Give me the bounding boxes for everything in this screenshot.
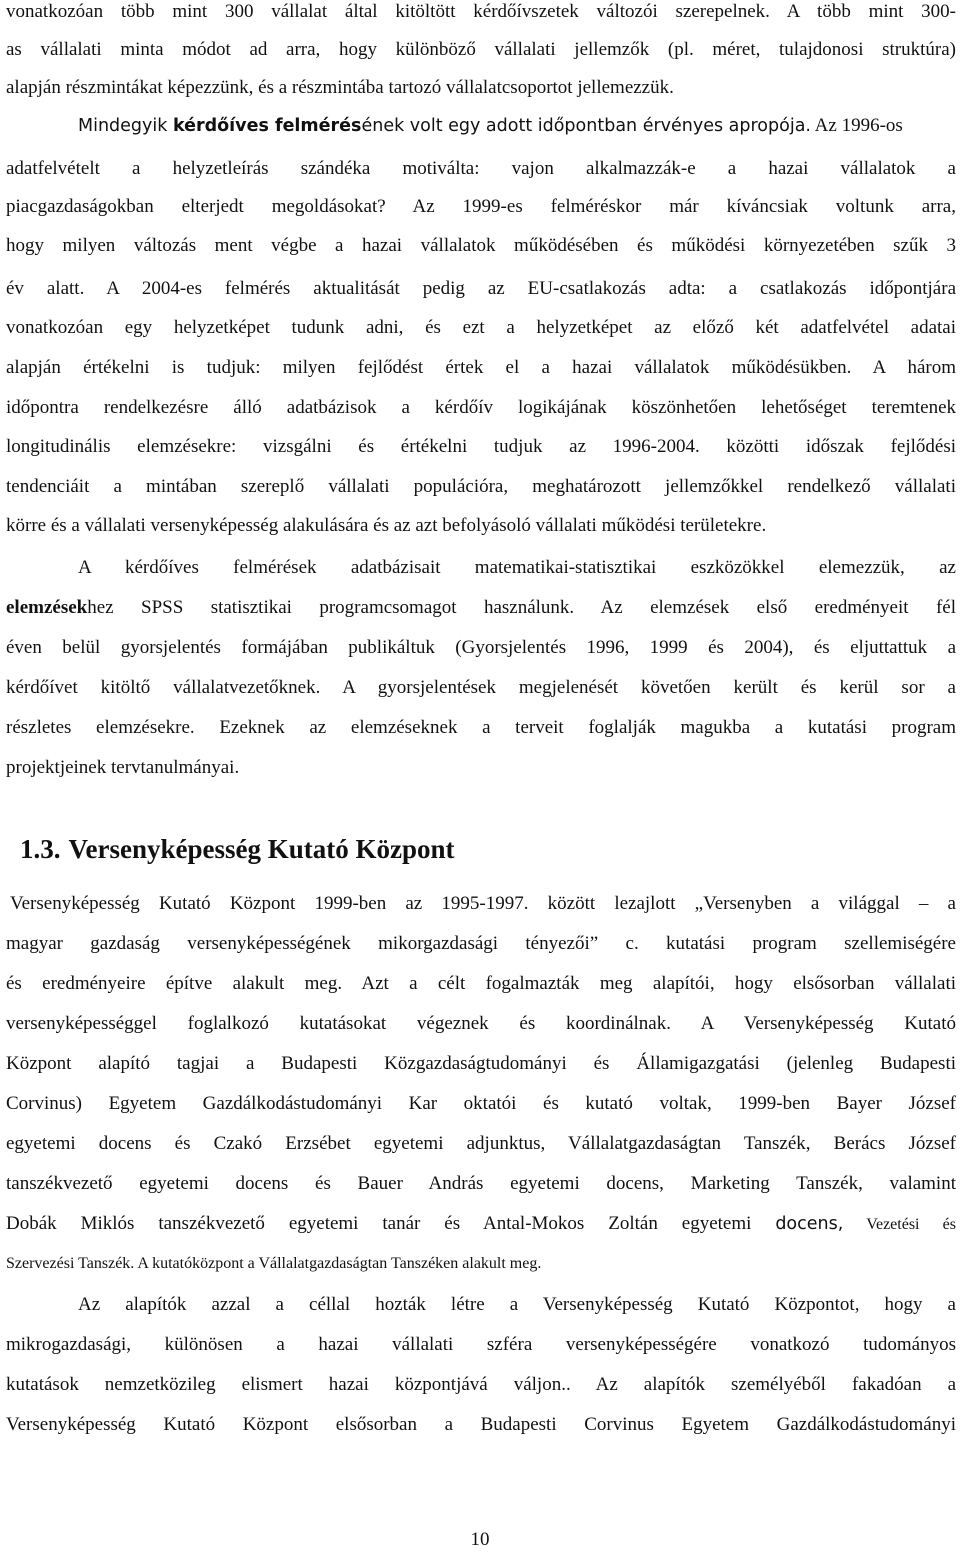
paragraph-line: kérdőívet kitöltő vállalatvezetőknek. A gyorsjelentések megjelenését követően került és kerül sor a [6,677,956,698]
text-run: Mindegyik [78,116,173,136]
paragraph-line: időpontra rendelkezésre álló adatbázisok a kérdőív logikájának köszönhetően lehetőséget teremtenek [6,397,956,418]
section-title: Versenyképesség Kutató Központ [68,834,455,864]
paragraph-line: mikrogazdasági, különösen a hazai vállalati szféra versenyképességére vonatkozó tudományos [6,1334,956,1355]
paragraph-line: vonatkozóan több mint 300 vállalat által kitöltött kérdőívszetek változói szerepelnek. A több mint 300- [6,1,956,22]
paragraph-line: A kérdőíves felmérések adatbázisait matematikai-statisztikai eszközökkel elemezzük, az [78,557,956,578]
paragraph-line: versenyképességgel foglalkozó kutatásokat végeznek és koordinálnak. A Versenyképesség Kutató [6,1013,956,1034]
paragraph-line: kutatások nemzetközileg elismert hazai központjává váljon.. Az alapítók személyéből fakadóan a [6,1374,956,1395]
paragraph-line: egyetemi docens és Czakó Erzsébet egyetemi adjunktus, Vállalatgazdaságtan Tanszék, Berács József [6,1133,956,1154]
paragraph-line [6,1212,956,1237]
paragraph-line: Versenyképesség Kutató Központ elsősorban a Budapesti Corvinus Egyetem Gazdálkodástudományi [6,1414,956,1435]
paragraph-line: adatfelvételt a helyzetleírás szándéka motiválta: vajon alkalmazzák-e a hazai vállalatok a [6,158,956,179]
section-number: 1.3. [20,834,61,864]
paragraph-line: magyar gazdaság versenyképességének mikorgazdasági tényezői” c. kutatási program szellemiségére [6,933,956,954]
paragraph-line: longitudinális elemzésekre: vizsgálni és értékelni tudjuk az 1996-2004. közötti időszak fejlődési [6,436,956,457]
paragraph-line: alapján részmintákat képezzünk, és a részmintába tartozó vállalatcsoportot jellemezzük. [6,77,674,98]
text-run: Az 1996-os [810,115,903,136]
paragraph-line: tendenciáit a mintában szereplő vállalati populációra, meghatározott jellemzőkkel rendelkező vállalati [6,476,956,497]
paragraph-line [6,596,956,620]
paragraph-line: piacgazdaságokban elterjedt megoldásokat? Az 1999-es felméréskor már kíváncsiak voltunk arra, [6,196,956,217]
paragraph-line: Corvinus) Egyetem Gazdálkodástudományi Kar oktatói és kutató voltak, 1999-ben Bayer József [6,1093,956,1114]
paragraph-line: Versenyképesség Kutató Központ 1999-ben az 1995-1997. között lezajlott „Versenyben a világgal – a [10,893,956,914]
paragraph-line: év alatt. A 2004-es felmérés aktualitását pedig az EU-csatlakozás adta: a csatlakozás időpontjára [6,278,956,299]
paragraph-line: éven belül gyorsjelentés formájában publikáltuk (Gyorsjelentés 1996, 1999 és 2004), és eljuttattuk a [6,637,956,658]
section-heading [20,832,455,866]
paragraph-line [78,114,956,138]
paragraph-line: hogy milyen változás ment végbe a hazai vállalatok működésében és működési környezetében szűk 3 [6,235,956,256]
page-number: 10 [470,1529,490,1550]
paragraph-line: as vállalati minta módot ad arra, hogy különböző vállalati jellemzők (pl. méret, tulajdonosi struktúra) [6,39,956,60]
paragraph-line: Szervezési Tanszék. A kutatóközpont a Vállalatgazdaságtan Tanszéken alakult meg. [6,1255,542,1272]
paragraph-line: Központ alapító tagjai a Budapesti Közgazdaságtudományi és Államigazgatási (jelenleg Budapesti [6,1053,956,1074]
text-run: Vezetési és [843,1216,957,1233]
text-run: Dobák Miklós tanszékvezető egyetemi tanár és Antal-Mokos Zoltán egyetemi [6,1213,776,1234]
paragraph-line: alapján értékelni is tudjuk: milyen fejlődést értek el a hazai vállalatok működésükben. A három [6,357,956,378]
paragraph-line: projektjeinek tervtanulmányai. [6,757,240,778]
paragraph-line: részletes elemzésekre. Ezeknek az elemzéseknek a terveit foglalják magukba a kutatási program [6,717,956,738]
bold-term: kérdőíves felmérés [172,116,362,136]
paragraph-line: tanszékvezető egyetemi docens és Bauer András egyetemi docens, Marketing Tanszék, valamint [6,1173,956,1194]
text-run: hez SPSS statisztikai programcsomagot használunk. Az elemzések első eredményeit fél [87,597,956,618]
bold-term: elemzések [6,597,88,618]
paragraph-line: Az alapítók azzal a céllal hozták létre a Versenyképesség Kutató Központot, hogy a [78,1294,956,1315]
text-run: ének volt egy adott időpontban érvényes apropója. [361,116,811,136]
paragraph-line: és eredményeire építve alakult meg. Azt a célt fogalmazták meg alapítói, hogy elsősorban vállalati [6,973,956,994]
paragraph-line: vonatkozóan egy helyzetképet tudunk adni, és ezt a helyzetképet az előző két adatfelvétel adatai [6,317,956,338]
paragraph-line: körre és a vállalati versenyképesség alakulására és az azt befolyásoló vállalati működési területekre. [6,515,767,536]
text-run: docens, [775,1214,844,1234]
